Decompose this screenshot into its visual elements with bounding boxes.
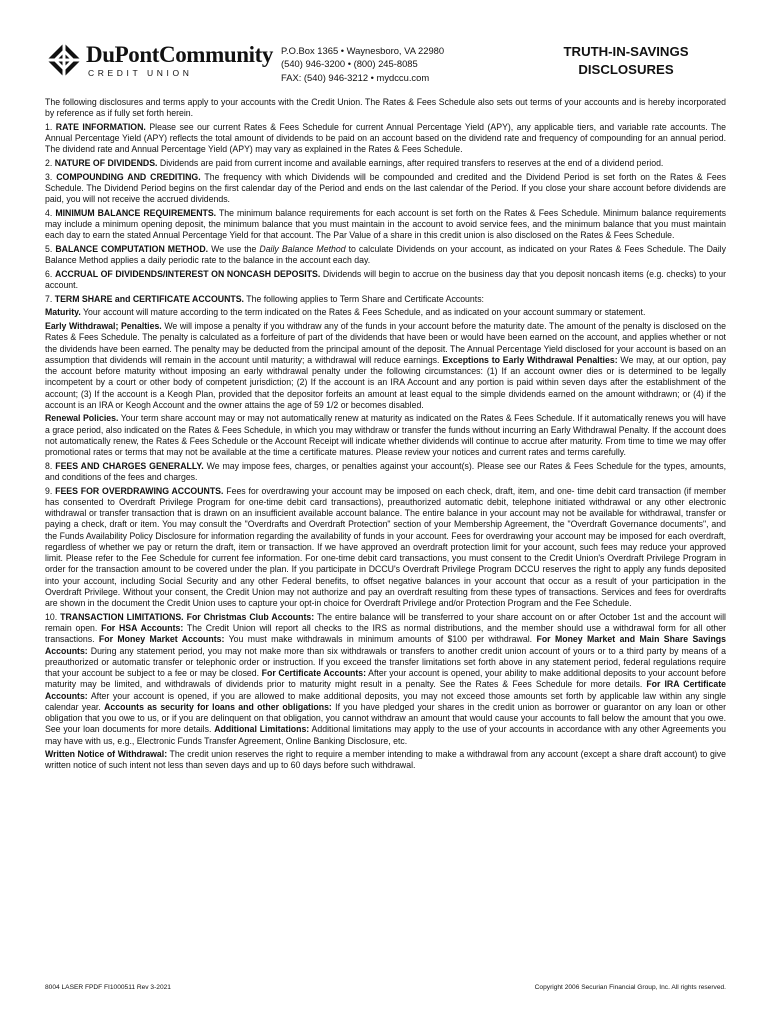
subsection-text: After your account is opened, your ability to make additional deposits to your account before maturity may be limited, and withdrawals of dividends prior to maturity might result in a penalty. See the Rates & Fees Schedule for more details.	[45, 668, 726, 690]
section-text: to calculate Dividends on your account, as indicated on your Rates & Fees Schedule. The Daily Balance Method applies a daily periodic rate to the balance in the account each day.	[45, 243, 726, 266]
contact-info	[281, 44, 444, 84]
section-text: The frequency with which Dividends will be compounded and credited and the Dividend Period is set forth on the Rates & Fees Schedule. The Dividend Period begins on the first calendar day of the Period and ends on the last calendar of the Period. If you close your share account before dividends are paid, you will not receive the accrued dividends.	[45, 171, 726, 205]
subsection-early-withdrawal	[45, 321, 726, 411]
title-line-2: DISCLOSURES	[578, 62, 674, 77]
subsection-heading: For Certificate Accounts:	[261, 668, 367, 679]
subsection-heading: Written Notice of Withdrawal:	[45, 749, 168, 760]
subsection-text: The credit union reserves the right to require a member intending to make a withdrawal from any account (except a share draft account) to give written notice of such intent not less than seven days and up to 60 days before such withdrawal.	[45, 749, 726, 771]
credit-union-logo	[46, 42, 271, 82]
subsection-heading: For Christmas Club Accounts:	[183, 611, 315, 622]
contact-address: P.O.Box 1365 • Waynesboro, VA 22980	[281, 45, 445, 56]
subsection-text: We may, at our option, pay the account before maturity without imposing an early withdrawal penalty under the following circumstances: (1) If an account owner dies or is determined to be legally incompetent by a court or other body of competent jurisdiction; (2) If the account is an IRA Account and any portion is paid within seven days after the establishment of the account; (3) If the account is a Keogh Plan, provided that the depositor forfeits an amount at least equal to the simple dividends earned on the amount withdrawn; or (4) if the account is an IRA or Keogh Account and the owner attains the age of 59 1/2 or becomes disabled.	[45, 354, 727, 410]
section-heading: RATE INFORMATION.	[55, 121, 146, 132]
subsection-text: If you have pledged your shares in the credit union as borrower or guarantor on any loan or other obligation that you owe to us, or if you are delinquent on that obligation, you cannot withdraw an amount that would cause your accounts to fall below the amount that you owe. See your loan documents for more details.	[45, 701, 726, 735]
subsection-text: During any statement period, you may not make more than six withdrawals or transfers to another credit union account of yours or to a third party by means of a preauthorized or automatic transfer or telephonic order or instruction. If you exceed the transfer limitations set forth above in any statement period, federal regulations require that your account be subject to a fee or may be closed.	[45, 645, 726, 679]
subsection-text: Your account will mature according to the term indicated on the Rates & Fees Schedule, and as indicated on your account summary or statement.	[80, 307, 646, 318]
section-minimum-balance	[45, 208, 726, 242]
subsection-heading: Additional Limitations:	[214, 724, 310, 735]
contact-phone: (540) 946-3200 • (800) 245-8085	[281, 58, 418, 70]
subsection-text: Your term share account may or may not automatically renew at maturity as indicated on the Rates & Fees Schedule. If it automatically renews you will have a grace period, also indicated on the Rates & Fees Schedule, in which you may withdraw or transfer the funds without incurring an Early Withdrawal Penalty. If the account does not automatically renew, the Rates & Fees Schedule or the Account Receipt will indicate whether dividends will continue to accrue after maturity. From time to time we may offer promotional rates or terms that may not be available at the time a certificate matures. Please review your notices and current rates and terms carefully.	[45, 413, 726, 458]
section-transaction-limitations	[45, 612, 726, 747]
section-heading: COMPOUNDING AND CREDITING.	[56, 171, 201, 182]
subsection-text: After your account is opened, if you are allowed to make additional deposits, you may not exceed those amounts set forth by applicable law within any single calendar year.	[45, 690, 726, 712]
subsection-renewal-policies	[45, 413, 726, 458]
section-heading: ACCRUAL OF DIVIDENDS/INTEREST ON NONCASH DEPOSITS.	[54, 268, 321, 279]
copyright-notice: Copyright 2006 Securian Financial Group, Inc. All rights reserved.	[534, 984, 726, 991]
subsection-heading: Accounts as security for loans and other obligations:	[104, 701, 332, 712]
document-title	[526, 43, 726, 79]
subsection-heading: For Money Market and Main Share Savings Accounts:	[45, 634, 726, 656]
section-heading: FEES AND CHARGES GENERALLY.	[55, 460, 204, 471]
section-number: 2.	[45, 158, 53, 169]
section-overdraft-fees	[45, 486, 726, 610]
subsection-heading: Early Withdrawal; Penalties.	[45, 321, 162, 332]
section-term-share	[45, 294, 726, 305]
subsection-text: Additional limitations may apply to the use of your accounts in accordance with any other Agreements you may have with us, e.g., Electronic Funds Transfer Agreement, Online Banking Disclosure, etc.	[45, 724, 726, 746]
subsection-text: The Credit Union will report all checks to the IRS as normal distributions, and the member should use a withdrawal form for all other transactions.	[45, 623, 726, 645]
section-number: 6.	[45, 268, 53, 279]
section-heading: NATURE OF DIVIDENDS.	[54, 158, 158, 169]
section-text: Dividends are paid from current income and available earnings, after required transfers to reserves at the end of a dividend period.	[157, 158, 664, 169]
contact-fax-web: FAX: (540) 946-3212 • mydccu.com	[281, 71, 430, 83]
section-number: 3.	[45, 171, 53, 182]
subsection-text: The entire balance will be transferred to your share account on or after October 1st and the account will remain open.	[45, 611, 727, 634]
subsection-heading: For HSA Accounts:	[101, 623, 184, 634]
form-number: 8004 LASER FPDF FI1000511 Rev 3-2021	[45, 984, 171, 991]
logo-subtitle: CREDIT UNION	[88, 68, 193, 78]
subsection-maturity	[45, 307, 726, 318]
notice-of-withdrawal	[45, 749, 726, 772]
section-text: Fees for overdrawing your account may be imposed on each check, draft, item, and one- time debit card transaction (if member has consented to Overdraft Privilege Program for one-time debit card transactions), preauthorized automatic debit, telephone initiated withdrawal or any other electronic withdrawal or transfer transaction that is drawn on an insufficient available account balance. The entire balance in your account may not be available for withdrawal, transfer or paying a check, draft or item. You may consult the "Overdrafts and Overdraft Protection" section of your Membership Agreement, the "Overdraft Governance documents", and the Funds Availability Policy Disclosure for information regarding the availability of funds in your account. Fees for overdrawing your account may be imposed for each overdraft, regardless of whether we pay or return the draft, item or transaction. If we have approved an overdraft protection limit for your account, such fees may reduce your approved limit. Please refer to the Fee Schedule for current fee information. For one-time debit card transactions, you must consent to the Credit Union's Overdraft Privilege Program in order for the transaction amount to be covered under the plan. If you participate in DCCU's Overdraft Privilege Program DCCU reserves the right to apply any funds deposited into your account, including Social Security and any other Federal benefits, to offset negative balances in your account that occur as a result of your participation in the Overdraft Privilege. Without your consent, the Credit Union may not authorize and pay an overdraft resulting from these types of transactions. Services and fees for overdrafts are shown in the document the Credit Union uses to capture your opt-in choice for Overdraft Privilege and/or Protection Program and the Fee Schedule.	[45, 485, 726, 609]
section-accrual-noncash	[45, 269, 726, 292]
section-rate-information	[45, 122, 726, 156]
section-number: 8.	[45, 460, 53, 471]
section-number: 9.	[45, 485, 53, 496]
section-number: 1.	[45, 121, 53, 132]
section-text: We use the	[208, 243, 260, 254]
section-balance-computation	[45, 244, 726, 267]
intro-paragraph: The following disclosures and terms apply to your accounts with the Credit Union. The Rates & Fees Schedule also sets out terms of your accounts and is hereby incorporated by reference as if fully set forth herein.	[45, 97, 726, 119]
section-nature-of-dividends	[45, 158, 726, 169]
section-heading: BALANCE COMPUTATION METHOD.	[55, 243, 209, 254]
section-text: The minimum balance requirements for each account is set forth on the Rates & Fees Schedule. Minimum balance requirements may include a minimum opening deposit, the minimum balance that you must maintain in the account to avoid service fees, and the minimum balance that you must maintain each day to earn the stated Annual Percentage Yield for that account. The Par Value of a share in this credit union is also disclosed on the Rates & Fees Schedule.	[45, 207, 726, 241]
section-text: We may impose fees, charges, or penalties against your account(s). Please see our Rates & Fees Schedule for the types, amounts, and conditions of the fees and charges.	[45, 460, 727, 483]
section-heading: FEES FOR OVERDRAWING ACCOUNTS.	[55, 485, 224, 496]
subsection-text: We will impose a penalty if you withdraw any of the funds in your account before the maturity date. The amount of the penalty is disclosed on the Rates & Fees Schedule. The penalty is calculated as a forfeiture of part of the dividends that have been or would have been earned on the account, and applies whether or not the dividends have been earned. The penalty may be deducted from the principal amount of the deposit. The Annual Percentage Yield disclosed for your account is based on an assumption that dividends will remain in the account until maturity; a withdrawal will reduce earnings.	[45, 321, 726, 365]
section-heading: TERM SHARE and CERTIFICATE ACCOUNTS.	[54, 293, 244, 304]
section-number: 5.	[45, 243, 53, 254]
disclosure-body	[45, 97, 726, 774]
subsection-heading: Renewal Policies.	[45, 413, 119, 424]
section-number: 7.	[45, 293, 53, 304]
diamond-logo-icon	[46, 42, 82, 78]
subsection-heading: For Money Market Accounts:	[98, 634, 225, 645]
section-number: 10.	[45, 611, 58, 622]
section-number: 4.	[45, 207, 53, 218]
section-compounding-crediting	[45, 172, 726, 206]
title-line-1: TRUTH-IN-SAVINGS	[563, 44, 689, 59]
section-text: Please see our current Rates & Fees Schedule for current Annual Percentage Yield (APY), any applicable tiers, and variable rate accounts. The Annual Percentage Yield (APY) reflects the total amount of dividends to be paid on an account based on the dividend rate and frequency of compounding for an annual period. The dividend rate and Annual Percentage Yield (APY) may vary as explained in the Rates & Fees Schedule.	[45, 121, 727, 155]
subsection-text: You must make withdrawals in minimum amounts of $100 per withdrawal.	[224, 634, 537, 645]
logo-name: DuPontCommunity	[86, 42, 273, 67]
section-heading: TRANSACTION LIMITATIONS.	[60, 611, 184, 622]
section-italic-term: Daily Balance Method	[259, 243, 346, 254]
section-text: The following applies to Term Share and Certificate Accounts:	[243, 293, 484, 304]
subsection-heading: Maturity.	[45, 307, 81, 318]
section-fees-charges	[45, 461, 726, 484]
section-heading: MINIMUM BALANCE REQUIREMENTS.	[55, 207, 217, 218]
subsection-heading: Exceptions to Early Withdrawal Penalties:	[442, 354, 618, 365]
section-text: Dividends will begin to accrue on the business day that you deposit noncash items (e.g. checks) to your account.	[45, 268, 726, 291]
subsection-heading: For IRA Certificate Accounts:	[45, 679, 726, 701]
